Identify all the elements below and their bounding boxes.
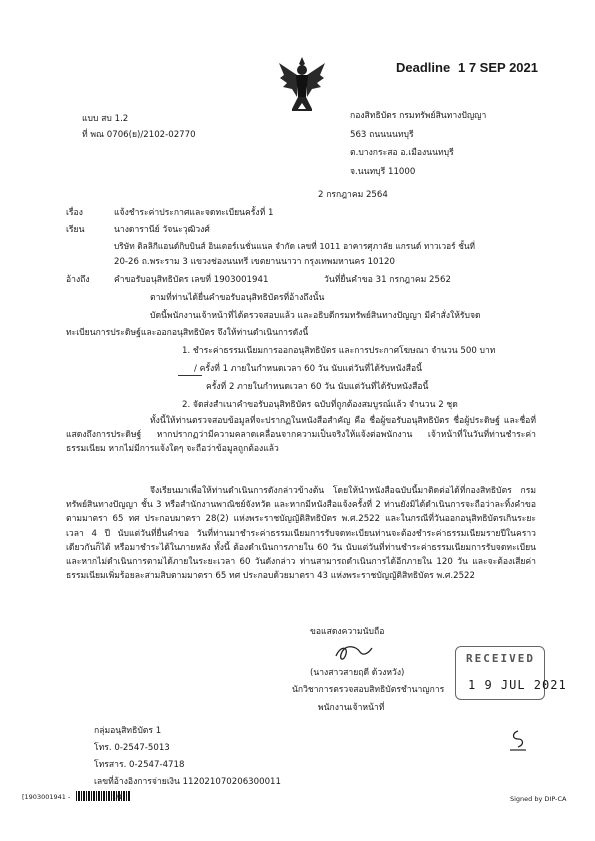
reference-filed-date: วันที่ยื่นคำขอ 31 กรกฎาคม 2562 xyxy=(324,275,451,285)
initials-mark-icon xyxy=(508,728,528,754)
deadline-date: 1 7 SEP 2021 xyxy=(458,60,538,75)
office-address-line: ต.บางกระสอ อ.เมืองนนทบุรี xyxy=(350,148,454,158)
footer-file-ref: [1903001941 - xyxy=(22,793,71,801)
intro-line: ตามที่ท่านได้ยื่นคำขอรับอนุสิทธิบัตรที่อ้างถึงนั้น xyxy=(150,293,325,303)
blank-checkline xyxy=(178,375,202,376)
contact-fax: โทรสาร. 0-2547-4718 xyxy=(94,760,185,770)
office-address-line: กองสิทธิบัตร กรมทรัพย์สินทางปัญญา xyxy=(350,111,487,121)
office-address-line: 563 ถนนนนทบุรี xyxy=(350,130,414,140)
intro-line: บัดนี้พนักงานเจ้าหน้าที่ได้ตรวจสอบแล้ว และอธิบดีกรมทรัพย์สินทางปัญญา มีคำสั่งให้รับจด xyxy=(150,311,481,321)
instruction-item: 1. ชำระค่าธรรมเนียมการออกอนุสิทธิบัตร และการประกาศโฆษณา จำนวน 500 บาท xyxy=(182,346,496,356)
garuda-emblem-icon xyxy=(278,53,326,115)
received-stamp-date: 1 9 JUL 2021 xyxy=(468,678,567,692)
digital-signature-note: Signed by DIP-CA xyxy=(510,795,567,803)
addressee-name: นางดารานีย์ วัจนะวุฒิวงศ์ xyxy=(114,225,210,235)
document-ref-number: ที่ พณ 0706(ย)/2102-02770 xyxy=(82,130,196,140)
to-label: เรียน xyxy=(66,225,85,235)
subject-text: แจ้งชำระค่าประกาศและจดทะเบียนครั้งที่ 1 xyxy=(114,208,274,218)
intro-line: ทะเบียนการประดิษฐ์และออกอนุสิทธิบัตร จึงให้ท่านดำเนินการดังนี้ xyxy=(66,328,309,338)
received-stamp-label: RECEIVED xyxy=(466,652,535,665)
deadline-label: Deadline xyxy=(396,60,451,75)
instruction-subitem: ครั้งที่ 2 ภายในกำหนดเวลา 60 วัน นับแต่วันที่ได้รับหนังสือนี้ xyxy=(206,382,429,392)
reference-text: คำขอรับอนุสิทธิบัตร เลขที่ 1903001941 xyxy=(114,275,269,285)
addressee-address-line: บริษัท ติลลิกีแอนด์กิบบินส์ อินเตอร์เนชั่นแนล จำกัด เลขที่ 1011 อาคารศุภาลัย แกรนด์ ทาวเวอร์ ชั้นที่ xyxy=(114,241,476,251)
subject-label: เรื่อง xyxy=(66,208,83,218)
office-address-line: จ.นนทบุรี 11000 xyxy=(350,167,416,177)
check-details-paragraph: ทั้งนี้ให้ท่านตรวจสอบข้อมูลที่จะปรากฏในหนังสือสำคัญ คือ ชื่อผู้ขอรับอนุสิทธิบัตร ชื่อผู้ประดิษฐ์ และชื่อที่แสดงถึงการประดิษฐ์ หากปรากฏว่ามีความคลาดเคลื่อนจากความเป็นจริงให้แจ้งต่อพนักงาน เจ้าหน้าที่ในวันที่ท่านชำระค่าธรรมเนียม หากไม่มีการแจ้งใดๆ จะถือว่าข้อมูลถูกต้องแล้ว xyxy=(66,416,536,455)
form-code: แบบ สบ 1.2 xyxy=(82,114,129,124)
signer-name: (นางสาวสายฤดี ด้วงหวัง) xyxy=(310,668,405,678)
letter-date: 2 กรกฎาคม 2564 xyxy=(318,190,388,200)
signature-image xyxy=(332,642,376,664)
footer-page-number: 1/1] xyxy=(112,793,125,801)
signer-title: นักวิชาการตรวจสอบสิทธิบัตรชำนาญการ xyxy=(292,685,445,695)
instruction-item: 2. จัดส่งสำเนาคำขอรับอนุสิทธิบัตร ฉบับที่ถูกต้องสมบูรณ์แล้ว จำนวน 2 ชุด xyxy=(182,400,458,410)
instruction-subitem: / ครั้งที่ 1 ภายในกำหนดเวลา 60 วัน นับแต่วันที่ได้รับหนังสือนี้ xyxy=(194,364,423,374)
signer-role: พนักงานเจ้าหน้าที่ xyxy=(318,703,385,713)
contact-group: กลุ่มอนุสิทธิบัตร 1 xyxy=(94,726,162,736)
contact-phone: โทร. 0-2547-5013 xyxy=(94,743,170,753)
notice-paragraph: จึงเรียนมาเพื่อให้ท่านดำเนินการดังกล่าวข้างต้น โดยให้นำหนังสือฉบับนี้มาติดต่อได้ที่กองสิทธิบัตร กรมทรัพย์สินทางปัญญา ชั้น 3 หรือสำนักงานพาณิชย์จังหวัด และหากมีหนังสือแจ้งครั้งที่ 2 ท่านยังมิได้ดำเนินการจะถือว่าละทิ้งคำขอตามมาตรา 65 ทศ ประกอบมาตรา 28(2) แห่งพระราชบัญญัติสิทธิบัตร พ.ศ.2522 และในกรณีที่วันออกอนุสิทธิบัตรเกินระยะเวลา 4 ปี นับแต่วันที่ยื่นคำขอ วันที่ท่านมาชำระค่าธรรมเนียมการรับจดทะเบียนท่านจะต้องชำระค่าธรรมเนียมรายปีในคราวเดียวกันก็ได้ หรือมาชำระได้ในภายหลัง ทั้งนี้ ต้องดำเนินการภายใน 60 วัน นับแต่วันที่ท่านชำระค่าธรรมเนียมการรับจดทะเบียน และหากไม่ดำเนินการตามได้ภายในระยะเวลา 60 วันดังกล่าว ท่านสามารถดำเนินการได้อีกภายใน 120 วัน และจะต้องเสียค่าธรรมเนียมเพิ่มร้อยละสามสิบตามมาตรา 65 ทศ ประกอบด้วยมาตรา 43 แห่งพระราชบัญญัติสิทธิบัตร พ.ศ.2522 xyxy=(66,486,536,582)
reference-label: อ้างถึง xyxy=(66,275,90,285)
payment-reference: เลขที่อ้างอิงการจ่ายเงิน 112021070206300011 xyxy=(94,777,281,787)
addressee-address-line: 20-26 ถ.พระราม 3 แขวงช่องนนทรี เขตยานนาวา กรุงเทพมหานคร 10120 xyxy=(114,257,395,267)
closing-salutation: ขอแสดงความนับถือ xyxy=(310,627,385,637)
